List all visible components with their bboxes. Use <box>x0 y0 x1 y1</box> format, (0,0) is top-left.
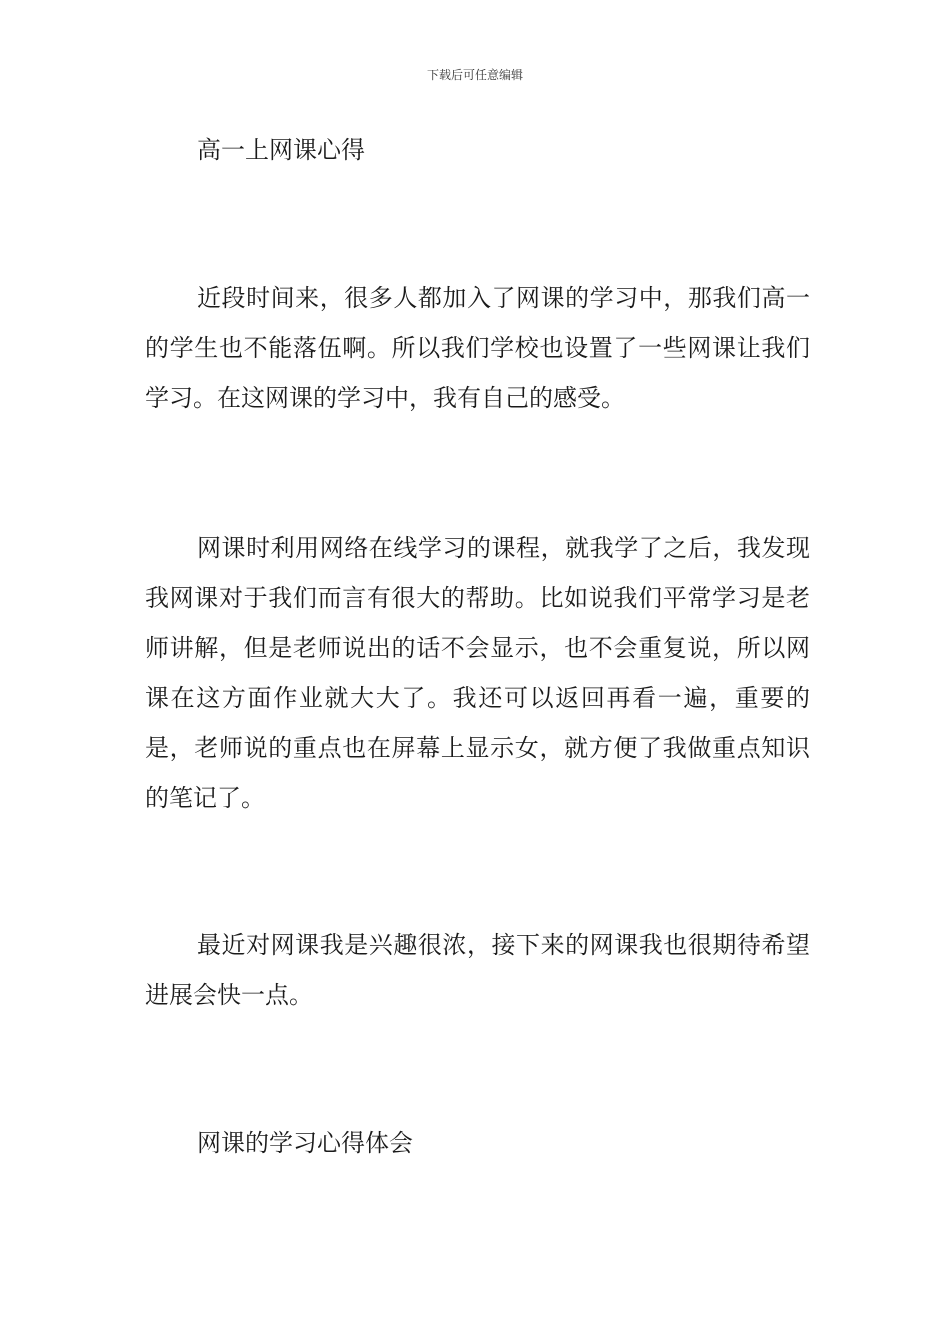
document-title: 高一上网课心得 <box>197 136 365 164</box>
paragraph-3: 最近对网课我是兴趣很浓，接下来的网课我也很期待希望进展会快一点。 <box>145 931 810 1009</box>
section-heading: 网课的学习心得体会 <box>197 1129 413 1157</box>
paragraph-1: 近段时间来，很多人都加入了网课的学习中，那我们高一的学生也不能落伍啊。所以我们学校也设置了一些网课让我们学习。在这网课的学习中，我有自己的感受。 <box>145 284 810 412</box>
page-header: 下载后可任意编辑 <box>426 68 523 82</box>
paragraph-2: 网课时利用网络在线学习的课程，就我学了之后，我发现我网课对于我们而言有很大的帮助。比如说我们平常学习是老师讲解，但是老师说出的话不会显示，也不会重复说，所以网课在这方面作业就大大了。我还可以返回再看一遍，重要的是，老师说的重点也在屏幕上显示女，就方便了我做重点知识的笔记了。 <box>145 534 810 812</box>
